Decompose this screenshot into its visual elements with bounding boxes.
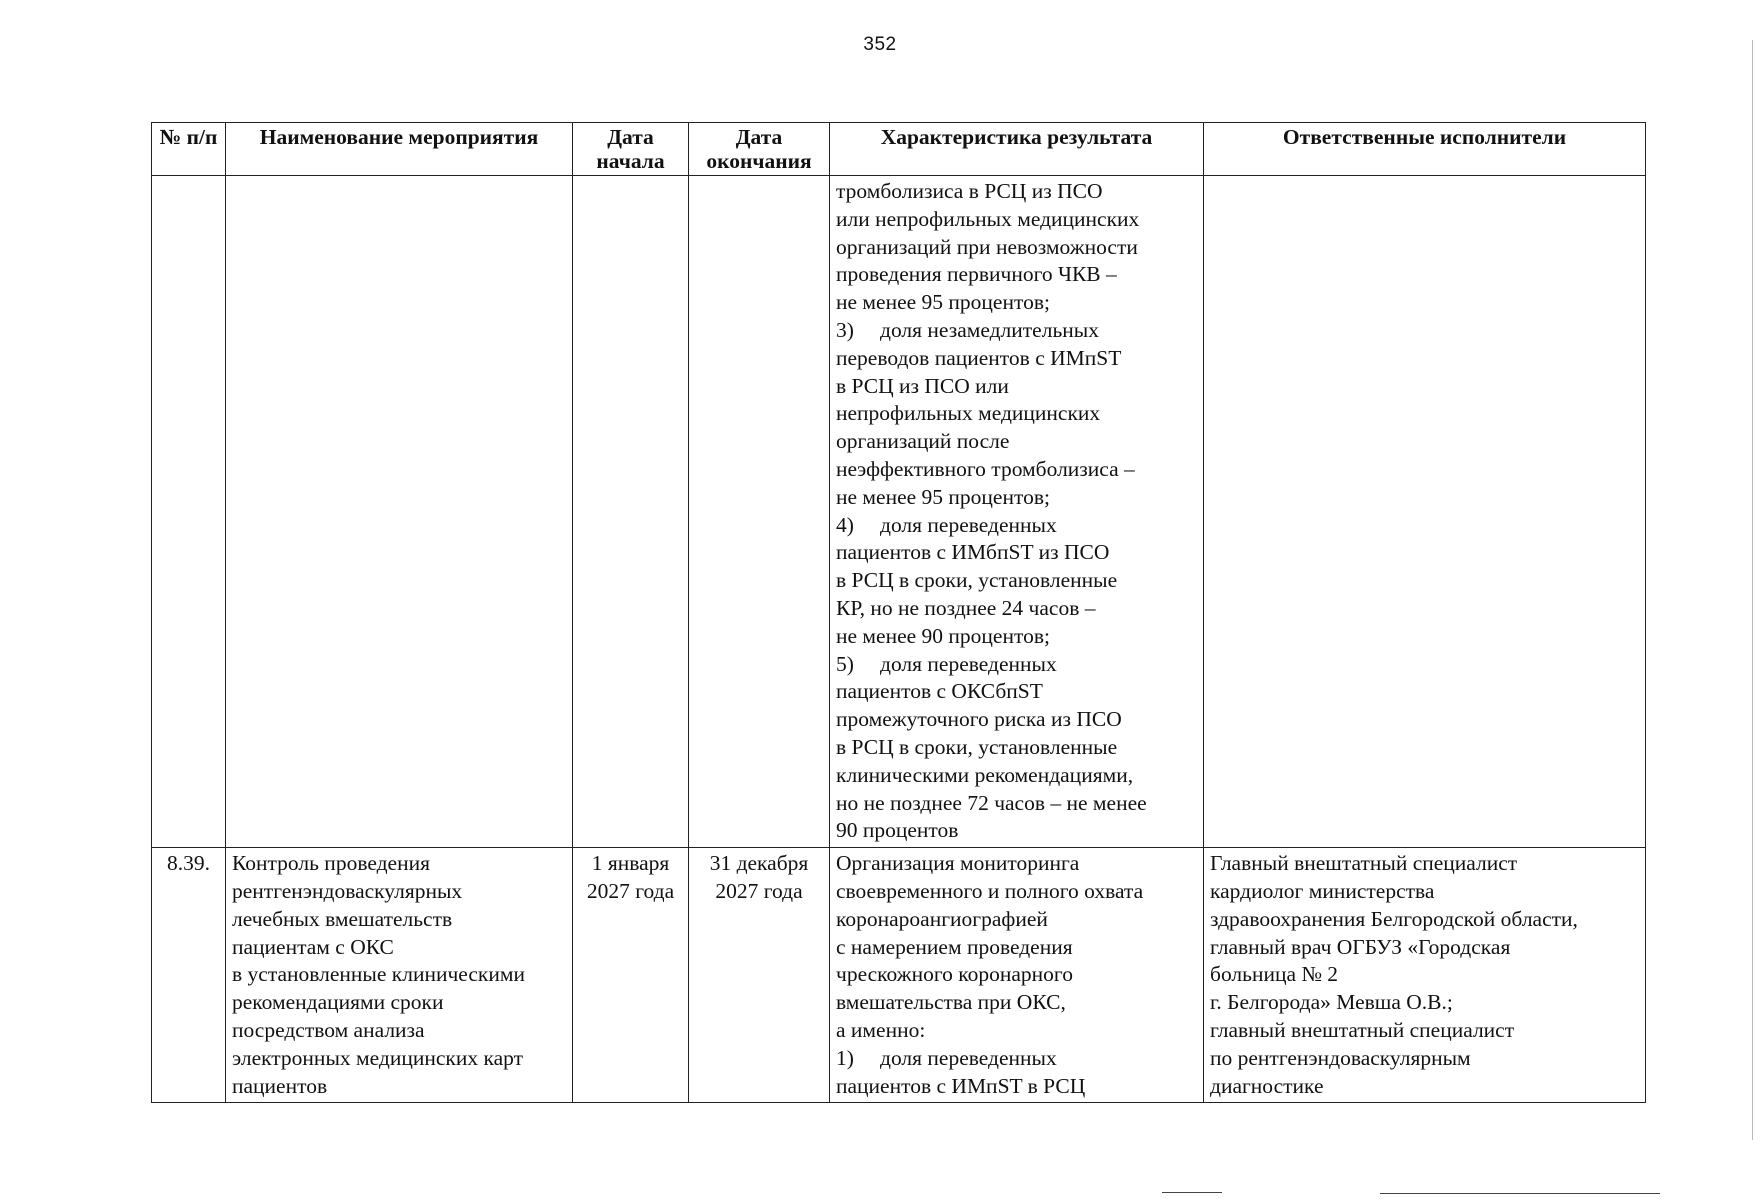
cell-num — [152, 176, 226, 848]
text-line: г. Белгорода» Мевша О.В.; — [1210, 990, 1453, 1015]
cell-responsible — [1204, 176, 1646, 848]
cell-name — [226, 176, 573, 848]
text-line: рекомендациями сроки — [232, 990, 444, 1015]
text-line: или непрофильных медицинских — [836, 206, 1140, 231]
page-number: 352 — [863, 34, 897, 55]
text-line: не менее 95 процентов; — [836, 484, 1050, 509]
cell-characteristic — [830, 848, 1204, 1103]
text-line: здравоохранения Белгородской области, — [1210, 906, 1578, 931]
text-line: пациентов с ИМбпST из ПСО — [836, 540, 1110, 565]
text-line: рентгенэндоваскулярных — [232, 878, 463, 903]
text-line: проведения первичного ЧКВ – — [836, 262, 1117, 287]
header-start-date: Дата начала — [573, 123, 689, 176]
text-line: не менее 95 процентов; — [836, 290, 1050, 315]
text-line: но не позднее 72 часов – не менее — [836, 790, 1147, 815]
list-item — [836, 317, 1197, 345]
cell-num: 8.39. — [152, 848, 226, 1103]
text-line: пациентов с ИМпST в РСЦ — [836, 1073, 1086, 1098]
text-line: КР, но не позднее 24 часов – — [836, 595, 1096, 620]
text-line: пациентов — [232, 1073, 328, 1098]
cell-name — [226, 848, 573, 1103]
text-line: организаций при невозможности — [836, 234, 1138, 259]
text-line: в РСЦ из ПСО или — [836, 373, 1009, 398]
scan-artifact-line — [1380, 1193, 1660, 1194]
list-item — [836, 1045, 1197, 1073]
text-line: а именно: — [836, 1017, 926, 1042]
text-line: Организация мониторинга — [836, 851, 1080, 876]
text-line: посредством анализа — [232, 1017, 425, 1042]
text-line: с намерением проведения — [836, 934, 1073, 959]
text-line: вмешательства при ОКС, — [836, 990, 1066, 1015]
cell-end — [689, 176, 830, 848]
item-text: доля переведенных — [880, 651, 1057, 676]
header-characteristic: Характеристика результата — [830, 123, 1204, 176]
text-line: лечебных вмешательств — [232, 906, 453, 931]
table-row-continuation — [152, 176, 1646, 848]
text-line: чрескожного коронарного — [836, 962, 1073, 987]
cell-end — [689, 848, 830, 1103]
cell-responsible — [1204, 848, 1646, 1103]
text-line: организаций после — [836, 429, 1010, 454]
text-line: кардиолог министерства — [1210, 878, 1435, 903]
text-line: главный врач ОГБУЗ «Городская — [1210, 934, 1511, 959]
text-line: тромболизиса в РСЦ из ПСО — [836, 179, 1103, 203]
text-line: непрофильных медицинских — [836, 401, 1101, 426]
text-line: 31 декабря — [709, 851, 809, 876]
text-line: пациентам с ОКС — [232, 934, 394, 959]
text-line: в РСЦ в сроки, установленные — [836, 734, 1118, 759]
text-line: пациентов с ОКСбпST — [836, 679, 1043, 704]
text-line: в установленные клиническими — [232, 962, 525, 987]
text-line: своевременного и полного охвата — [836, 878, 1144, 903]
list-item — [836, 512, 1197, 540]
header-responsible: Ответственные исполнители — [1204, 123, 1646, 176]
item-number: 3) — [836, 317, 854, 342]
text-line: 90 процентов — [836, 818, 959, 843]
header-num: № п/п — [152, 123, 226, 176]
header-end-date: Дата окончания — [689, 123, 830, 176]
text-line: Главный внештатный специалист — [1210, 851, 1518, 876]
scan-artifact-edge — [1752, 40, 1753, 1140]
text-line: больница № 2 — [1210, 962, 1339, 987]
header-name: Наименование мероприятия — [226, 123, 573, 176]
text-line: по рентгенэндоваскулярным — [1210, 1045, 1471, 1070]
text-line: диагностике — [1210, 1073, 1324, 1098]
text-line: главный внештатный специалист — [1210, 1017, 1515, 1042]
item-number: 5) — [836, 651, 854, 676]
table-header-row — [152, 123, 1646, 176]
item-text: доля незамедлительных — [880, 317, 1099, 342]
item-number: 1) — [836, 1045, 854, 1070]
activities-table — [151, 122, 1646, 1103]
item-text: доля переведенных — [880, 1045, 1057, 1070]
text-line: 2027 года — [715, 878, 803, 903]
text-line: коронароангиографией — [836, 906, 1048, 931]
text-line: 2027 года — [586, 878, 675, 903]
cell-start — [573, 848, 689, 1103]
text-line: в РСЦ в сроки, установленные — [836, 568, 1118, 593]
text-line: Контроль проведения — [232, 851, 430, 876]
text-line: переводов пациентов с ИМпST — [836, 345, 1122, 370]
scan-artifact-line — [1162, 1192, 1222, 1193]
cell-start — [573, 176, 689, 848]
list-item — [836, 651, 1197, 679]
cell-characteristic — [830, 176, 1204, 848]
text-line: не менее 90 процентов; — [836, 623, 1050, 648]
text-line: 1 января — [591, 851, 670, 876]
item-number: 4) — [836, 512, 854, 537]
item-text: доля переведенных — [880, 512, 1057, 537]
text-line: клиническими рекомендациями, — [836, 762, 1134, 787]
text-line: электронных медицинских карт — [232, 1045, 523, 1070]
text-line: промежуточного риска из ПСО — [836, 707, 1122, 732]
text-line: неэффективного тромболизиса – — [836, 456, 1135, 481]
table-row-8-39 — [152, 848, 1646, 1103]
